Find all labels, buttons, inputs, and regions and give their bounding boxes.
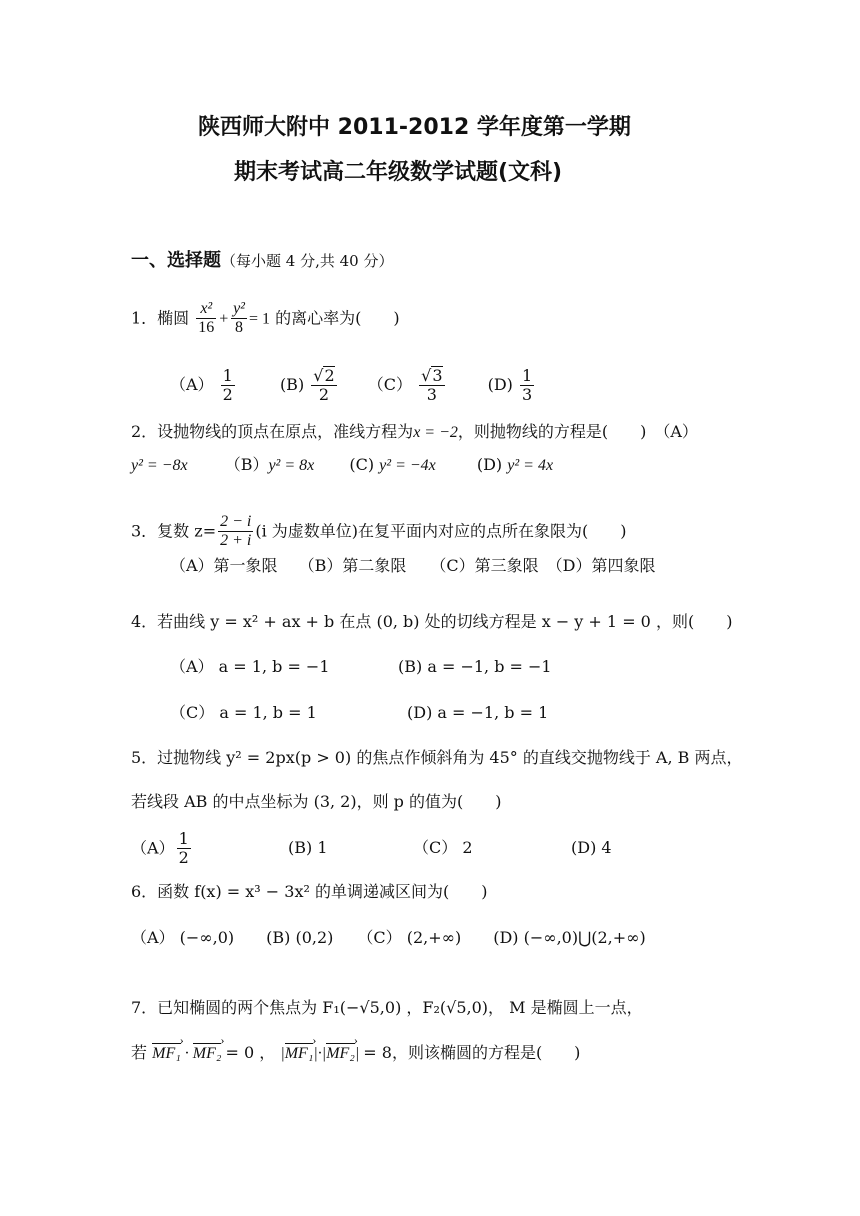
q2-opt-b: y² = 8x — [268, 457, 315, 474]
q1-opt-b-value: $\frac{√2}{2}$ — [313, 366, 335, 405]
q1-opt-d-label: (D) — [487, 374, 513, 394]
q1-opt-a-label: （A） — [170, 374, 214, 394]
q3-suffix: (i 为虚数单位)在复平面内对应的点所在象限为( ) — [255, 521, 627, 541]
q3-fraction — [218, 513, 253, 551]
q5-opt-a-label: （A） — [131, 838, 175, 858]
question-4-option-c: （C） a = 1, b = 1 — [170, 703, 317, 722]
section-note: （每小题 4 分,共 40 分） — [221, 252, 394, 270]
question-5-line-1: 5．过抛物线 y² = 2px(p > 0) 的焦点作倾斜角为 45° 的直线交抛物线于 A, B 两点， — [131, 748, 743, 767]
fraction-y2-8: $\frac{\text{y²}}{8}$ — [233, 300, 245, 337]
title-line-2: 期末考试高二年级数学试题(文科) — [234, 160, 563, 185]
q7-line2-b: = 0 ， — [225, 1043, 276, 1062]
q2-opt-d: y² = 4x — [507, 457, 554, 474]
question-6-options: （A） (−∞,0) (B) (0,2) （C） (2,+∞) (D) (−∞,0)⋃(2,+∞) — [131, 928, 646, 947]
fraction-x2-16: $\frac{\text{x²}}{16}$ — [198, 300, 215, 337]
q7-dot-product: MF₁ › · MF₂ › — [152, 1045, 225, 1062]
q2-opt-c: y² = −4x — [379, 457, 436, 474]
q2-opt-a: y² = −8x — [131, 457, 188, 474]
question-3-stem — [131, 513, 627, 551]
question-3-options: （A）第一象限 （B）第二象限 （C）第三象限 （D）第四象限 — [170, 556, 656, 575]
q7-line2-a: 若 — [131, 1043, 148, 1062]
q7-line2-c: = 8，则该椭圆的方程是( ) — [363, 1043, 581, 1062]
question-4-stem: 4．若曲线 y = x² + ax + b 在点 (0, b) 处的切线方程是 x − y + 1 = 0 ，则( ) — [131, 612, 733, 631]
q1-opt-b-label: (B) — [279, 374, 305, 394]
question-5-options — [131, 830, 193, 868]
q1-suffix: 的离心率为( ) — [275, 308, 400, 328]
q2-directrix: x = −2 — [413, 424, 458, 441]
q1-opt-c-value: $\frac{√3}{3}$ — [421, 366, 443, 405]
q5-opt-a-value: $\frac{1}{2}$ — [178, 829, 189, 868]
question-5-option-c: （C） 2 — [413, 838, 473, 857]
question-2-options — [131, 457, 553, 474]
q1-opt-a-value: $\frac{1}{2}$ — [222, 365, 233, 404]
question-1-stem: 1．椭圆 $\frac{\text{x²}}{16}$ + $\frac{\text{y²}}{8}$ = 1 的离心率为( ) — [131, 300, 400, 337]
question-1-options — [170, 366, 536, 405]
q2-text-b: ，则抛物线的方程是( ) （A） — [457, 422, 698, 441]
question-7-line-1: 7．已知椭圆的两个焦点为 F₁(−√5,0) ，F₂(√5,0)， M 是椭圆上一点， — [131, 998, 643, 1017]
title-line-1: 陕西师大附中 2011-2012 学年度第一学期 — [198, 115, 631, 140]
q2-opt-c-label: (C) — [349, 455, 375, 474]
q1-prefix: 1．椭圆 — [131, 308, 190, 328]
question-6-stem: 6．函数 f(x) = x³ − 3x² 的单调递减区间为( ) — [131, 882, 488, 901]
question-4-option-d: (D) a = −1, b = 1 — [407, 703, 549, 722]
q3-prefix: 3．复数 z= — [131, 521, 217, 541]
section-heading — [131, 252, 393, 270]
question-4-option-b: (B) a = −1, b = −1 — [398, 657, 552, 676]
section-title: 一、选择题 — [131, 250, 221, 271]
q3-numerator: 2 − i — [218, 513, 253, 532]
question-4-option-a: （A） a = 1, b = −1 — [170, 657, 330, 676]
question-5-option-d: (D) 4 — [571, 838, 612, 857]
q7-magnitude-product: |MF₁ ›|·|MF₂ ›| — [280, 1045, 363, 1062]
question-5-line-2: 若线段 AB 的中点坐标为 (3, 2)，则 p 的值为( ) — [131, 792, 502, 811]
q1-opt-d-value: $\frac{1}{3}$ — [522, 365, 533, 404]
q1-opt-c-label: （C） — [367, 374, 413, 394]
question-5-option-b: (B) 1 — [288, 838, 328, 857]
q3-denominator: 2 + i — [220, 532, 252, 550]
q2-opt-d-label: (D) — [476, 455, 503, 474]
question-7-line-2 — [131, 1045, 580, 1062]
q2-opt-b-label: （B） — [224, 455, 269, 474]
question-2-stem — [131, 424, 698, 441]
q2-text-a: 2．设抛物线的顶点在原点，准线方程为 — [131, 422, 414, 441]
